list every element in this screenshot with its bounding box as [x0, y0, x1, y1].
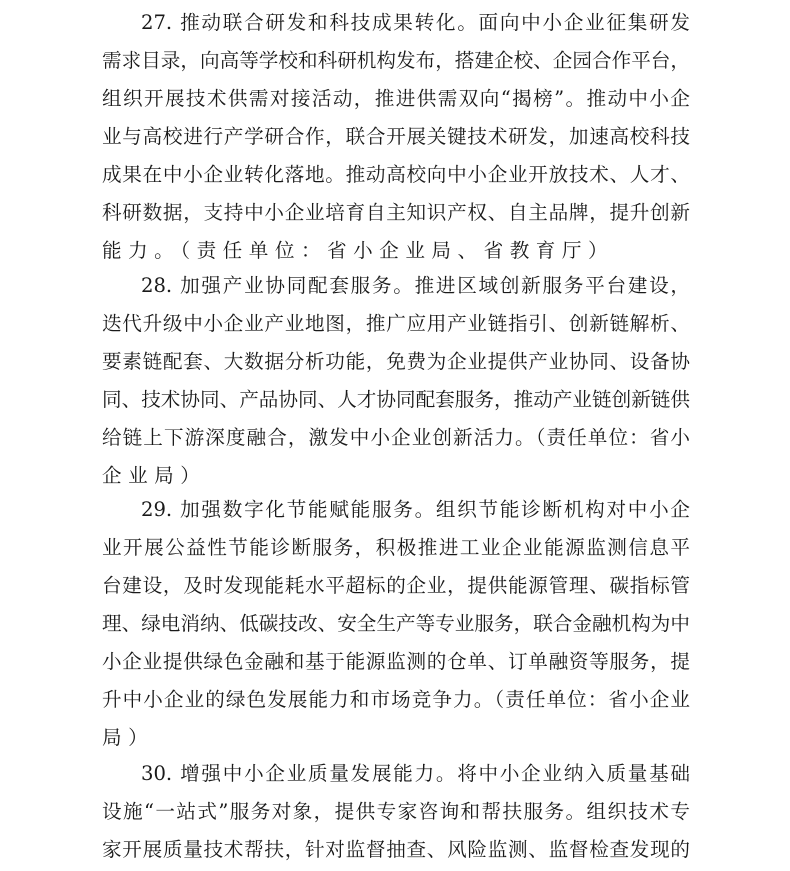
text-line: 29. 加强数字化节能赋能服务。组织节能诊断机构对中小企 — [141, 498, 690, 521]
text-line: 理、绿电消纳、低碳技改、安全生产等专业服务，联合金融机构为中 — [102, 612, 690, 635]
text-line: 业与高校进行产学研合作，联合开展关键技术研发，加速高校科技 — [102, 125, 690, 148]
text-line: 组织开展技术供需对接活动，推进供需双向“揭榜”。推动中小企 — [102, 87, 690, 110]
text-line: 30. 增强中小企业质量发展能力。将中小企业纳入质量基础 — [141, 762, 690, 785]
text-line: 台建设，及时发现能耗水平超标的企业，提供能源管理、碳指标管 — [102, 574, 690, 597]
text-line: 同、技术协同、产品协同、人才协同配套服务，推动产业链创新链供 — [102, 388, 690, 411]
text-line: 迭代升级中小企业产业地图，推广应用产业链指引、创新链解析、 — [102, 312, 690, 335]
text-line: 企业局） — [102, 464, 207, 487]
text-line: 家开展质量技术帮扶，针对监督抽查、风险监测、监督检查发现的 — [102, 838, 690, 861]
text-line: 给链上下游深度融合，激发中小企业创新活力。（责任单位：省小 — [102, 426, 690, 449]
text-line: 设施“一站式”服务对象，提供专家咨询和帮扶服务。组织技术专 — [102, 800, 690, 823]
text-line: 能力。（责任单位：省小企业局、省教育厅） — [102, 239, 615, 262]
text-line: 28. 加强产业协同配套服务。推进区域创新服务平台建设， — [141, 274, 690, 297]
text-line: 科研数据，支持中小企业培育自主知识产权、自主品牌，提升创新 — [102, 201, 690, 224]
text-line: 要素链配套、大数据分析功能，免费为企业提供产业协同、设备协 — [102, 350, 690, 373]
text-line: 27. 推动联合研发和科技成果转化。面向中小企业征集研发 — [141, 11, 690, 34]
text-line: 局） — [102, 726, 155, 749]
text-line: 需求目录，向高等学校和科研机构发布，搭建企校、企园合作平台， — [102, 49, 690, 72]
text-line: 成果在中小企业转化落地。推动高校向中小企业开放技术、人才、 — [102, 163, 690, 186]
text-line: 业开展公益性节能诊断服务，积极推进工业企业能源监测信息平 — [102, 536, 690, 559]
text-line: 小企业提供绿色金融和基于能源监测的仓单、订单融资等服务，提 — [102, 650, 690, 673]
text-line: 升中小企业的绿色发展能力和市场竞争力。（责任单位：省小企业 — [102, 688, 690, 711]
